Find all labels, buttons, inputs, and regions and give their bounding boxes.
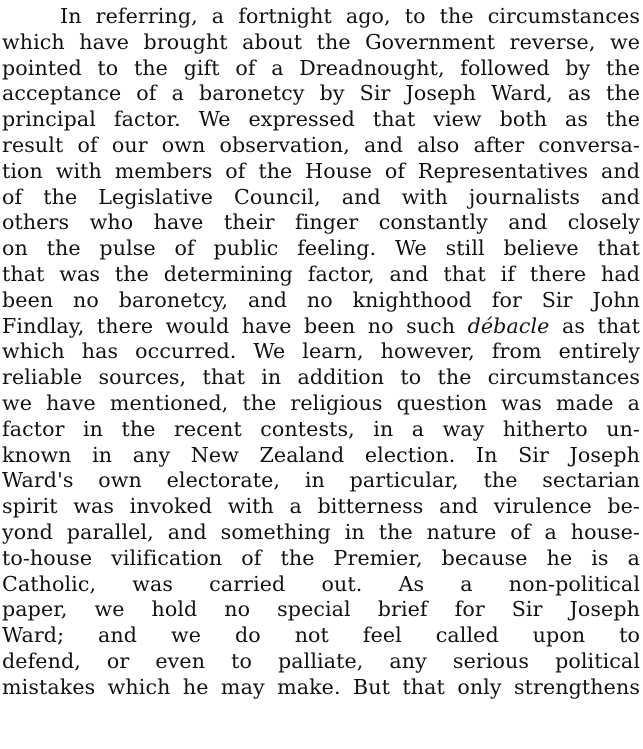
text-line: Catholic, was carried out. As a non-political xyxy=(2,571,640,596)
text-line: pointed to the gift of a Dreadnought, followed by the xyxy=(2,55,640,80)
paragraph-first-line: In referring, a fortnight ago, to the circumstances xyxy=(60,4,640,28)
text-line: which have brought about the Government reverse, we xyxy=(2,29,640,54)
article-column xyxy=(2,4,640,701)
text-line: tion with members of the House of Representatives and xyxy=(2,158,640,183)
text-line: that was the determining factor, and that if there had xyxy=(2,261,640,286)
text-line: paper, we hold no special brief for Sir Joseph xyxy=(2,597,640,622)
text-line: reliable sources, that in addition to the circumstances xyxy=(2,365,640,390)
text-line: Ward's own electorate, in particular, the sectarian xyxy=(2,468,640,493)
text-line: yond parallel, and something in the nature of a house- xyxy=(2,519,640,544)
text-line: mistakes which he may make. But that only strengthens xyxy=(2,674,640,699)
text-line: been no baronetcy, and no knighthood for Sir John xyxy=(2,287,640,312)
text-line: Ward; and we do not feel called upon to xyxy=(2,623,640,648)
text-line: we have mentioned, the religious question was made a xyxy=(2,390,640,415)
italic-word: débacle xyxy=(467,313,550,338)
text-line: of the Legislative Council, and with journalists and xyxy=(2,184,640,209)
text-line: which has occurred. We learn, however, from entirely xyxy=(2,339,640,364)
text-segment: as that xyxy=(549,313,640,338)
text-line-with-italic xyxy=(2,314,640,340)
text-segment: Findlay, there would have been no such xyxy=(2,313,468,338)
text-line: factor in the recent contests, in a way hitherto un- xyxy=(2,416,640,441)
text-line: on the pulse of public feeling. We still believe that xyxy=(2,236,640,261)
text-line: spirit was invoked with a bitterness and virulence be- xyxy=(2,494,640,519)
text-line: acceptance of a baronetcy by Sir Joseph Ward, as the xyxy=(2,81,640,106)
text-line: principal factor. We expressed that view both as the xyxy=(2,107,640,132)
text-line: defend, or even to palliate, any serious political xyxy=(2,648,640,673)
text-line: to-house vilification of the Premier, because he is a xyxy=(2,545,640,570)
text-line: known in any New Zealand election. In Sir Joseph xyxy=(2,442,640,467)
text-line: result of our own observation, and also after conversa- xyxy=(2,132,640,157)
text-line: others who have their finger constantly and closely xyxy=(2,210,640,235)
